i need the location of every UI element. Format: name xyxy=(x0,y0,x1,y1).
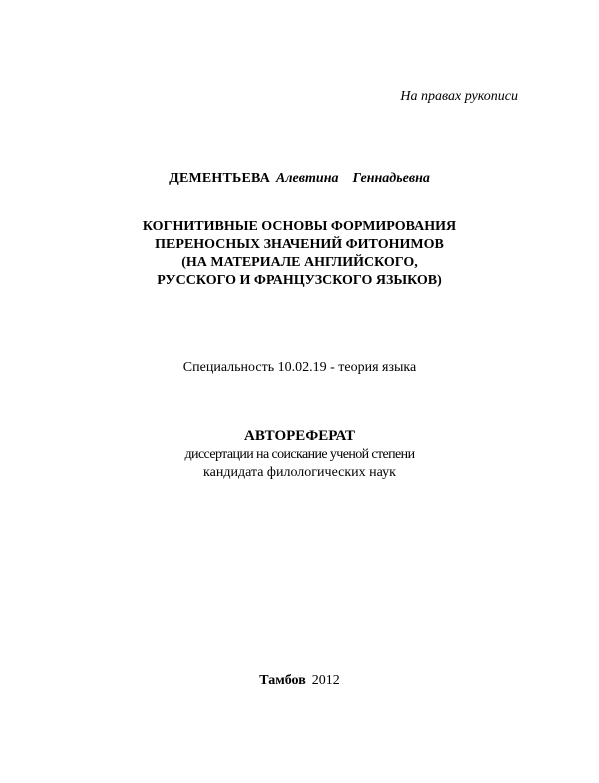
title-line: (НА МАТЕРИАЛЕ АНГЛИЙСКОГО, xyxy=(181,255,418,270)
abstract-degree-line: кандидата филологических наук xyxy=(203,465,396,480)
dissertation-title xyxy=(0,218,599,290)
rights-notice: На правах рукописи xyxy=(400,89,518,104)
author-patronymic: Геннадьевна xyxy=(352,171,430,186)
author-name xyxy=(0,171,599,187)
author-given-name: Алевтина xyxy=(276,171,339,186)
title-line: КОГНИТИВНЫЕ ОСНОВЫ ФОРМИРОВАНИЯ xyxy=(142,219,457,234)
title-line: ПЕРЕНОСНЫХ ЗНАЧЕНИЙ ФИТОНИМОВ xyxy=(155,237,444,252)
abstract-heading: АВТОРЕФЕРАТ xyxy=(244,428,355,444)
specialty-line: Специальность 10.02.19 - теория языка xyxy=(182,360,417,375)
city: Тамбов xyxy=(259,673,306,688)
year: 2012 xyxy=(311,673,340,688)
author-surname: ДЕМЕНТЬЕВА xyxy=(169,171,271,186)
abstract-purpose-line: диссертации на соискание ученой степени xyxy=(184,447,415,462)
place-and-year xyxy=(0,673,599,689)
title-line: РУССКОГО И ФРАНЦУЗСКОГО ЯЗЫКОВ) xyxy=(157,273,442,288)
